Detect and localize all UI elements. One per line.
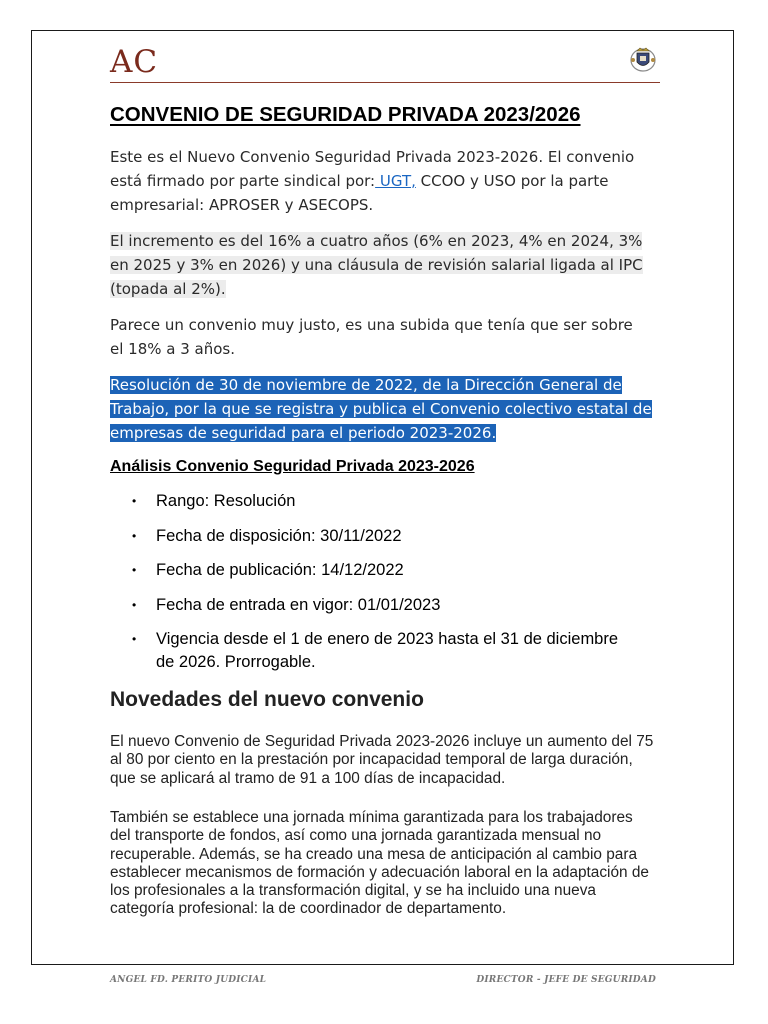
list-item	[110, 628, 630, 674]
footer-author: ANGEL FD. PERITO JUDICIAL	[110, 975, 267, 985]
resolution-paragraph	[110, 373, 655, 445]
novedades-paragraph-1: El nuevo Convenio de Seguridad Privada 2023-2026 incluye un aumento del 75 al 80 por ciento en la prestación por incapacidad temporal de larga duración, que se aplicará al tramo de 91 a 100 días de incapacidad.	[110, 733, 654, 787]
list-item-text: Vigencia desde el 1 de enero de 2023 hasta el 31 de diciembre de 2026. Prorrogable.	[156, 630, 619, 671]
bullet-icon: •	[132, 528, 137, 543]
bullet-icon: •	[132, 597, 137, 612]
increment-paragraph	[110, 229, 650, 301]
header-divider	[110, 82, 660, 83]
analysis-list	[110, 490, 630, 686]
intro-paragraph	[110, 145, 650, 217]
list-item-text: Rango: Resolución	[156, 492, 296, 510]
document-title: CONVENIO DE SEGURIDAD PRIVADA 2023/2026	[110, 103, 581, 126]
bullet-icon: •	[132, 494, 137, 508]
logo: AC	[110, 44, 159, 80]
list-item	[110, 490, 630, 513]
list-item	[110, 559, 630, 582]
bullet-icon: •	[132, 563, 137, 577]
list-item	[110, 525, 630, 548]
increment-text: El incremento es del 16% a cuatro años (6% en 2023, 4% en 2024, 3% en 2025 y 3% en 2026) y una cláusula de revisión salarial ligada al IPC (topada al 2%).	[110, 232, 643, 298]
intro-text-before: Este es el Nuevo Convenio Seguridad Privada 2023-2026. El convenio está firmado por parte sindical por:	[110, 148, 635, 190]
novedades-heading: Novedades del nuevo convenio	[110, 688, 424, 711]
list-item-text: Fecha de disposición: 30/11/2022	[156, 526, 402, 545]
list-item-text: Fecha de publicación: 14/12/2022	[156, 561, 404, 579]
ugt-link[interactable]: UGT,	[375, 172, 416, 190]
opinion-paragraph: Parece un convenio muy justo, es una subida que tenía que ser sobre el 18% a 3 años.	[110, 316, 633, 358]
list-item-text: Fecha de entrada en vigor: 01/01/2023	[156, 595, 441, 614]
resolution-selected-text: Resolución de 30 de noviembre de 2022, de la Dirección General de Trabajo, por la que se registra y publica el Convenio colectivo estatal de empresas de seguridad para el periodo 2023-2026.	[110, 376, 652, 442]
footer-role: DIRECTOR - JEFE DE SEGURIDAD	[476, 975, 656, 985]
novedades-paragraph-2: También se establece una jornada mínima garantizada para los trabajadores del transporte de fondos, así como una jornada garantizada mensual no recuperable. Además, se ha creado una mesa de anticipación al cambio para establecer mecanismos de formación y adecuación laboral en la adaptación de los profesionales a la transformación digital, y se ha incluido una nueva categoría profesional: la de coordinador de departamento.	[110, 809, 649, 918]
coat-of-arms-icon	[628, 44, 658, 74]
intro-text-after: CCOO y USO por la parte empresarial: APROSER y ASECOPS.	[110, 172, 609, 214]
list-item	[110, 594, 630, 617]
bullet-icon: •	[132, 632, 137, 646]
analysis-heading: Análisis Convenio Seguridad Privada 2023-2026	[110, 458, 475, 475]
